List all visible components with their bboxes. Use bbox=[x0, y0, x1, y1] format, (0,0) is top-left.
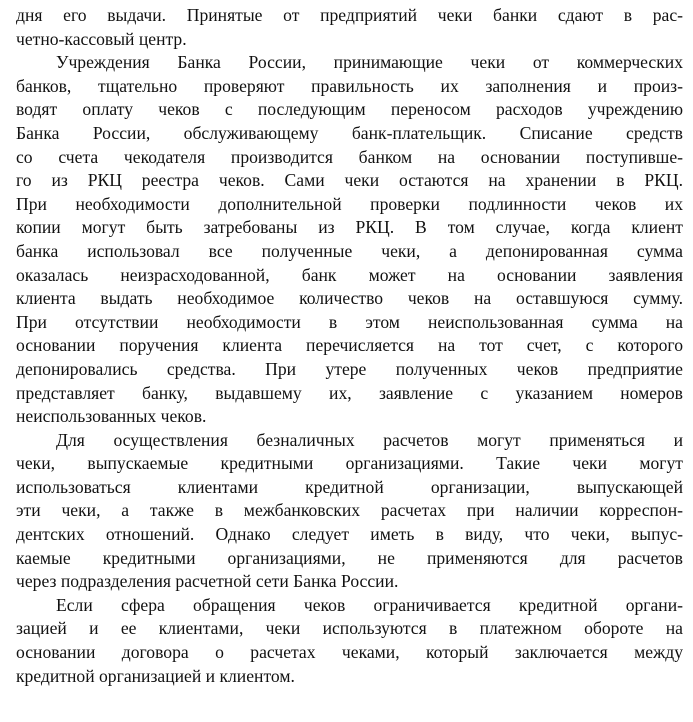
text-line: депонировались средства. При утере полученных чеков предприятие bbox=[16, 358, 683, 379]
text-line: кредитной организацией и клиентом. bbox=[16, 665, 295, 686]
paragraph-2 bbox=[16, 51, 683, 429]
text-line: Банка России, обслуживающему банк-плательщик. Списание средств bbox=[16, 122, 683, 143]
text-line: банков, тщательно проверяют правильность их заполнения и произ- bbox=[16, 75, 683, 96]
text-line: основании поручения клиента перечисляется на тот счет, с которого bbox=[16, 335, 683, 356]
paragraph-4 bbox=[16, 594, 683, 688]
text-line: неиспользованных чеков. bbox=[16, 406, 207, 427]
text-line: дентских отношений. Однако следует иметь в виду, что чеки, выпус- bbox=[16, 524, 683, 545]
text-line: каемые кредитными организациями, не применяются для расчетов bbox=[16, 547, 683, 568]
text-line: оказалась неизрасходованной, банк может на основании заявления bbox=[16, 264, 683, 285]
text-line: чеки, выпускаемые кредитными организациями. Такие чеки могут bbox=[16, 453, 683, 474]
text-line: Для осуществления безналичных расчетов могут применяться и bbox=[56, 429, 683, 450]
text-line: При необходимости дополнительной проверки подлинности чеков их bbox=[16, 193, 683, 214]
text-line: со счета чекодателя производится банком на основании поступивше- bbox=[16, 146, 683, 167]
text-line: банка использовал все полученные чеки, а депонированная сумма bbox=[16, 240, 683, 261]
text-line: представляет банку, выдавшему их, заявление с указанием номеров bbox=[16, 382, 683, 403]
text-line: эти чеки, а также в межбанковских расчетах при наличии корреспон- bbox=[16, 500, 683, 521]
text-line: использоваться клиентами кредитной организации, выпускающей bbox=[16, 476, 683, 497]
text-line: четно-кассовый центр. bbox=[16, 28, 187, 49]
text-line: дня его выдачи. Принятые от предприятий чеки банки сдают в рас- bbox=[16, 5, 683, 25]
text-line: основании договора о расчетах чеками, который заключается между bbox=[16, 642, 683, 663]
text-line: зацией и ее клиентами, чеки используются в платежном обороте на bbox=[16, 618, 683, 639]
text-line: При отсутствии необходимости в этом неиспользованная сумма на bbox=[16, 311, 683, 332]
text-line: Если сфера обращения чеков ограничивается кредитной органи- bbox=[56, 594, 683, 615]
text-line: Учреждения Банка России, принимающие чеки от коммерческих bbox=[56, 52, 683, 73]
paragraph-1 bbox=[16, 4, 683, 51]
text-line: клиента выдать необходимое количество чеков на оставшуюся сумму. bbox=[16, 288, 683, 309]
text-line: копии могут быть затребованы из РКЦ. В том случае, когда клиент bbox=[16, 217, 683, 238]
text-line: водят оплату чеков с последующим переносом расходов учреждению bbox=[16, 99, 683, 120]
text-line: го из РКЦ реестра чеков. Сами чеки остаются на хранении в РКЦ. bbox=[16, 170, 683, 191]
text-line: через подразделения расчетной сети Банка России. bbox=[16, 571, 399, 592]
paragraph-3 bbox=[16, 429, 683, 594]
